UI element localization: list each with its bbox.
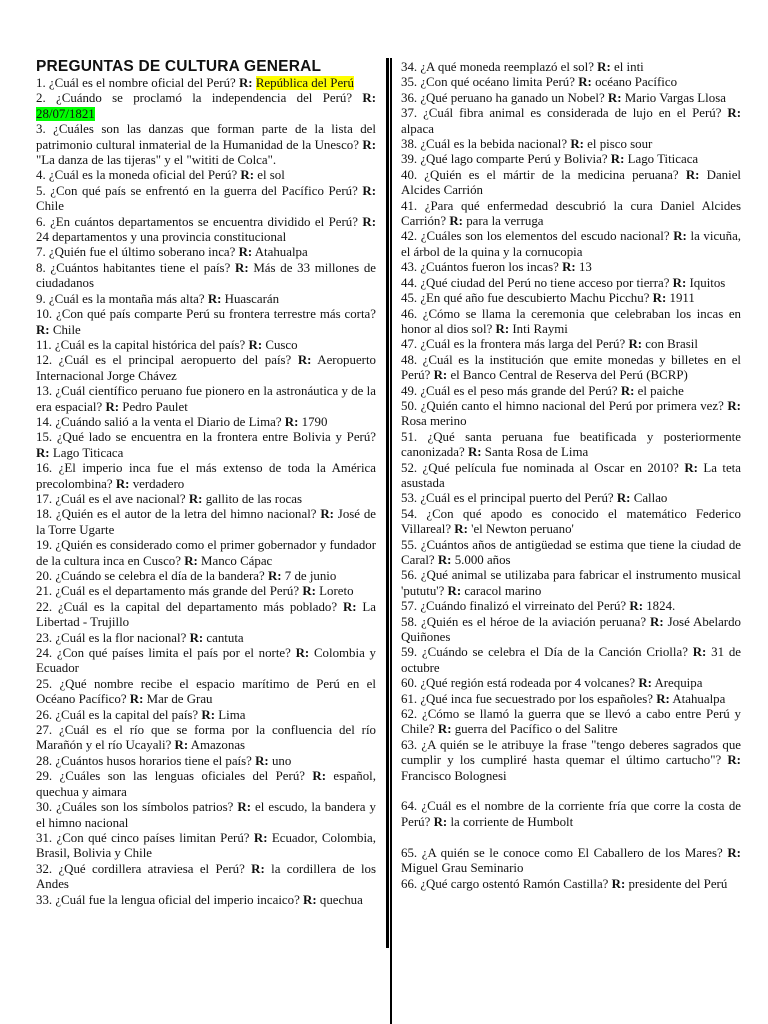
question-text: 65. ¿A quién se le conoce como El Caballero de los Mares? xyxy=(401,845,723,860)
answer-text: para la verruga xyxy=(466,214,544,229)
answer-text: Manco Cápac xyxy=(201,553,273,568)
answer-text: Chile xyxy=(52,322,81,337)
question-text: 33. ¿Cuál fue la lengua oficial del imperio incaico? xyxy=(36,892,300,907)
question-item xyxy=(36,723,376,754)
answer-marker: R: xyxy=(248,337,263,352)
answer-marker: R: xyxy=(238,76,253,90)
question-text: 46. ¿Cómo se llama la ceremonia que celebraban los incas en honor al dios sol? xyxy=(401,306,741,336)
question-text: 14. ¿Cuándo salió a la venta el Diario de Lima? xyxy=(36,414,282,429)
question-item xyxy=(401,106,741,137)
question-item xyxy=(401,799,741,830)
question-text: 2. ¿Cuándo se proclamó la independencia del Perú? xyxy=(36,91,353,106)
answer-marker: R: xyxy=(240,168,255,183)
answer-marker: R: xyxy=(437,553,452,567)
answer-marker: R: xyxy=(297,353,312,368)
question-item xyxy=(401,276,741,291)
question-item xyxy=(401,60,741,75)
answer-marker: R: xyxy=(238,245,253,260)
answer-marker: R: xyxy=(656,691,670,706)
question-text: 32. ¿Qué cordillera atraviesa el Perú? xyxy=(36,861,245,876)
answer-marker: R: xyxy=(251,861,265,876)
question-text: 10. ¿Con qué país comparte Perú su frontera terrestre más corta? xyxy=(36,307,376,322)
question-text: 11. ¿Cuál es la capital histórica del país? xyxy=(36,337,246,352)
question-text: 29. ¿Cuáles son las lenguas oficiales del Perú? xyxy=(36,769,305,784)
answer-marker: R: xyxy=(652,291,667,306)
question-text: 55. ¿Cuántos años de antigüedad se estima que tiene la ciudad de Caral? xyxy=(401,537,741,567)
question-text: 16. ¿El imperio inca fue el más extenso de toda la América precolombina? xyxy=(36,461,376,491)
question-text: 60. ¿Qué región está rodeada por 4 volcanes? xyxy=(401,676,636,691)
answer-marker: R: xyxy=(184,553,198,568)
answer-text: Lago Titicaca xyxy=(52,445,124,460)
question-item xyxy=(401,137,741,152)
answer-text: 24 departamentos y una provincia constitucional xyxy=(36,230,287,245)
question-item xyxy=(36,754,376,769)
question-item xyxy=(36,430,376,461)
answer-text: Lago Titicaca xyxy=(627,152,699,167)
answer-marker: R: xyxy=(362,137,376,152)
column-divider xyxy=(386,58,389,948)
answer-text: la cordillera de los Andes xyxy=(36,861,376,892)
answer-marker: R: xyxy=(284,414,299,429)
answer-text: José Abelardo Quiñones xyxy=(401,614,741,645)
answer-text: 1790 xyxy=(301,414,328,429)
answer-marker: R: xyxy=(692,645,707,660)
answer-marker: R: xyxy=(105,399,120,414)
question-item xyxy=(36,245,376,260)
answer-text: Mar de Grau xyxy=(146,692,213,707)
answer-marker: R: xyxy=(188,491,203,506)
answer-text: español, quechua y aimara xyxy=(36,769,376,799)
question-text: 23. ¿Cuál es la flor nacional? xyxy=(36,630,187,645)
question-text: 37. ¿Cuál fibra animal es considerada de lujo en el Perú? xyxy=(401,106,722,121)
question-text: 59. ¿Cuándo se celebra el Día de la Canción Criolla? xyxy=(401,645,688,660)
question-item xyxy=(36,384,376,415)
question-text: 20. ¿Cuándo se celebra el día de la bandera? xyxy=(36,569,265,583)
answer-text: el inti xyxy=(614,60,644,74)
answer-text: La Libertad - Trujillo xyxy=(36,599,376,630)
answer-text: Atahualpa xyxy=(672,691,726,706)
question-item xyxy=(36,168,376,183)
answer-text: Amazonas xyxy=(190,738,246,753)
question-item xyxy=(401,692,741,707)
answer-text: Colombia y Ecuador xyxy=(36,646,376,676)
answer-marker: R: xyxy=(129,692,144,707)
question-text: 48. ¿Cuál es la institución que emite monedas y billetes en el Perú? xyxy=(401,352,741,383)
answer-text: verdadero xyxy=(132,476,185,491)
answer-text: Chile xyxy=(36,199,64,214)
answer-text: República del Perú xyxy=(255,76,354,90)
answer-marker: R: xyxy=(727,398,741,413)
question-item xyxy=(401,337,741,352)
question-text: 51. ¿Qué santa peruana fue beatificada y posteriormente canonizada? xyxy=(401,429,741,460)
question-text: 22. ¿Cuál es la capital del departamento más poblado? xyxy=(36,599,338,614)
question-text: 26. ¿Cuál es la capital del país? xyxy=(36,707,199,722)
question-item xyxy=(401,738,741,784)
answer-text: 5.000 años xyxy=(454,553,511,567)
blank-spacer xyxy=(401,830,741,845)
question-item xyxy=(401,260,741,275)
answer-marker: R: xyxy=(467,445,482,460)
answer-marker: R: xyxy=(672,275,687,290)
question-text: 35. ¿Con qué océano limita Perú? xyxy=(401,75,575,90)
question-item xyxy=(36,122,376,168)
question-text: 34. ¿A qué moneda reemplazó el sol? xyxy=(401,60,594,74)
question-item xyxy=(401,152,741,167)
blank-spacer xyxy=(401,784,741,799)
question-text: 63. ¿A quién se le atribuye la frase "tengo deberes sagrados que cumplir y los cumpliré hasta quemar el último cartucho"? xyxy=(401,737,741,768)
question-item xyxy=(401,707,741,738)
answer-marker: R: xyxy=(433,368,448,383)
answer-text: Callao xyxy=(633,491,668,506)
answer-text: cantuta xyxy=(206,630,244,645)
answer-text: Miguel Grau Seminario xyxy=(401,861,524,876)
answer-text: guerra del Pacífico o del Salitre xyxy=(454,722,618,737)
answer-text: alpaca xyxy=(401,121,434,136)
answer-marker: R: xyxy=(447,583,462,598)
question-item xyxy=(36,646,376,677)
answer-text: la vicuña, el árbol de la quina y la cornucopia xyxy=(401,229,742,259)
question-item xyxy=(36,569,376,584)
question-item xyxy=(36,415,376,430)
answer-marker: R: xyxy=(616,491,631,506)
question-text: 41. ¿Para qué enfermedad descubrió la cura Daniel Alcides Carrión? xyxy=(401,198,741,229)
question-item xyxy=(401,229,741,260)
question-item xyxy=(401,491,741,506)
answer-marker: R: xyxy=(237,800,251,815)
answer-marker: R: xyxy=(201,707,215,722)
question-text: 61. ¿Qué inca fue secuestrado por los españoles? xyxy=(401,691,653,706)
question-item xyxy=(401,877,741,892)
answer-text: 28/07/1821 xyxy=(36,106,95,121)
answer-text: gallito de las rocas xyxy=(205,491,302,506)
question-text: 57. ¿Cuándo finalizó el virreinato del Perú? xyxy=(401,599,627,614)
answer-text: el sol xyxy=(257,168,285,183)
answer-marker: R: xyxy=(727,845,741,860)
question-text: 30. ¿Cuáles son los símbolos patrios? xyxy=(36,800,234,815)
question-item xyxy=(401,615,741,646)
question-text: 19. ¿Quién es considerado como el primer gobernador y fundador de la cultura inca en Cusco? xyxy=(36,538,376,568)
answer-text: Huascarán xyxy=(224,291,280,306)
question-text: 1. ¿Cuál es el nombre oficial del Perú? xyxy=(36,76,236,90)
question-text: 43. ¿Cuántos fueron los incas? xyxy=(401,260,559,275)
answer-text: José de la Torre Ugarte xyxy=(36,507,376,537)
question-item xyxy=(36,91,376,122)
answer-marker: R: xyxy=(36,445,50,460)
question-item xyxy=(401,291,741,306)
question-text: 36. ¿Qué peruano ha ganado un Nobel? xyxy=(401,90,605,105)
answer-text: con Brasil xyxy=(645,337,698,352)
answer-text: Aeropuerto Internacional Jorge Chávez xyxy=(36,353,376,383)
answer-marker: R: xyxy=(629,599,643,614)
question-text: 39. ¿Qué lago comparte Perú y Bolivia? xyxy=(401,152,608,167)
answer-marker: R: xyxy=(597,60,611,74)
answer-marker: R: xyxy=(207,291,222,306)
question-item xyxy=(401,676,741,691)
answer-text: Cusco xyxy=(265,337,298,352)
question-text: 38. ¿Cuál es la bebida nacional? xyxy=(401,137,568,152)
question-text: 49. ¿Cuál es el peso más grande del Perú? xyxy=(401,383,618,398)
answer-marker: R: xyxy=(650,614,664,629)
question-item xyxy=(401,168,741,199)
answer-marker: R: xyxy=(611,876,626,891)
question-item xyxy=(401,75,741,90)
question-text: 56. ¿Qué animal se utilizaba para fabricar el instrumento musical 'pututu'? xyxy=(401,568,741,598)
answer-marker: R: xyxy=(638,676,652,691)
question-text: 3. ¿Cuáles son las danzas que forman parte de la lista del patrimonio cultural inmaterial de la Humanidad de la Unesco? xyxy=(36,122,376,152)
answer-marker: R: xyxy=(433,814,448,829)
question-item xyxy=(401,568,741,599)
answer-text: Santa Rosa de Lima xyxy=(484,445,589,460)
answer-marker: R: xyxy=(578,75,592,90)
question-item xyxy=(36,292,376,307)
question-item xyxy=(401,599,741,614)
question-text: 62. ¿Cómo se llamó la guerra que se llevó a cabo entre Perú y Chile? xyxy=(401,707,741,737)
question-text: 12. ¿Cuál es el principal aeropuerto del país? xyxy=(36,353,292,368)
answer-marker: R: xyxy=(295,646,310,661)
answer-text: el paiche xyxy=(637,383,684,398)
question-item xyxy=(401,645,741,676)
question-item xyxy=(36,600,376,631)
question-item xyxy=(36,831,376,862)
answer-text: 1911 xyxy=(669,291,695,306)
answer-marker: R: xyxy=(570,137,584,152)
answer-marker: R: xyxy=(437,722,452,737)
answer-marker: R: xyxy=(684,460,698,475)
answer-marker: R: xyxy=(673,229,687,244)
answer-text: Pedro Paulet xyxy=(122,399,188,414)
answer-text: 31 de octubre xyxy=(401,645,741,675)
question-item xyxy=(401,353,741,384)
answer-text: Iquitos xyxy=(689,275,726,290)
answer-marker: R: xyxy=(267,569,282,583)
question-text: 42. ¿Cuáles son los elementos del escudo nacional? xyxy=(401,229,670,244)
answer-text: Mario Vargas Llosa xyxy=(624,90,726,105)
question-item xyxy=(36,353,376,384)
answer-text: uno xyxy=(271,753,292,768)
answer-marker: R: xyxy=(115,476,130,491)
answer-marker: R: xyxy=(302,584,316,599)
question-text: 5. ¿Con qué país se enfrentó en la guerra del Pacífico Perú? xyxy=(36,183,358,198)
question-item xyxy=(36,893,376,908)
question-text: 6. ¿En cuántos departamentos se encuentra dividido el Perú? xyxy=(36,214,358,229)
answer-text: quechua xyxy=(319,892,363,907)
answer-text: 7 de junio xyxy=(284,569,337,583)
answer-text: Loreto xyxy=(319,584,354,599)
answer-marker: R: xyxy=(320,507,334,522)
question-item xyxy=(401,91,741,106)
answer-text: el Banco Central de Reserva del Perú (BCRP) xyxy=(450,368,688,383)
question-item xyxy=(401,846,741,877)
questions-column-left xyxy=(36,76,376,908)
question-item xyxy=(401,538,741,569)
question-item xyxy=(36,307,376,338)
question-text: 53. ¿Cuál es el principal puerto del Perú? xyxy=(401,491,614,506)
question-item xyxy=(36,708,376,723)
answer-text: Más de 33 millones de ciudadanos xyxy=(36,260,377,291)
question-text: 52. ¿Qué película fue nominada al Oscar en 2010? xyxy=(401,460,679,475)
question-text: 54. ¿Con qué apodo es conocido el matemático Federico Villareal? xyxy=(401,506,741,537)
answer-text: Francisco Bolognesi xyxy=(401,768,507,783)
question-item xyxy=(401,430,741,461)
question-item xyxy=(36,215,376,246)
question-text: 7. ¿Quién fue el último soberano inca? xyxy=(36,245,236,260)
answer-marker: R: xyxy=(362,91,376,106)
question-item xyxy=(36,76,376,91)
answer-text: la corriente de Humbolt xyxy=(450,814,574,829)
question-text: 58. ¿Quién es el héroe de la aviación peruana? xyxy=(401,614,647,629)
answer-text: el escudo, la bandera y el himno nacional xyxy=(36,800,376,830)
question-item xyxy=(36,769,376,800)
answer-text: océano Pacífico xyxy=(595,75,678,90)
question-text: 66. ¿Qué cargo ostentó Ramón Castilla? xyxy=(401,876,609,891)
question-item xyxy=(36,261,376,292)
question-text: 25. ¿Qué nombre recibe el espacio marítimo de Perú en el Océano Pacífico? xyxy=(36,676,376,707)
answer-marker: R: xyxy=(342,599,357,614)
answer-text: Rosa merino xyxy=(401,414,467,429)
answer-marker: R: xyxy=(255,753,269,768)
question-text: 31. ¿Con qué cinco países limitan Perú? xyxy=(36,830,250,845)
answer-marker: R: xyxy=(727,753,741,768)
answer-marker: R: xyxy=(620,383,635,398)
question-item xyxy=(401,199,741,230)
answer-marker: R: xyxy=(562,260,576,275)
question-text: 21. ¿Cuál es el departamento más grande del Perú? xyxy=(36,584,300,599)
answer-text: Arequipa xyxy=(654,676,703,691)
question-item xyxy=(36,338,376,353)
answer-marker: R: xyxy=(449,214,463,229)
question-item xyxy=(401,507,741,538)
column-divider-secondary xyxy=(390,58,392,1024)
question-item xyxy=(401,384,741,399)
question-text: 50. ¿Quién canto el himno nacional del Perú por primera vez? xyxy=(401,398,724,413)
question-item xyxy=(401,461,741,492)
questions-column-right xyxy=(401,60,741,892)
question-text: 4. ¿Cuál es la moneda oficial del Perú? xyxy=(36,168,238,183)
question-item xyxy=(36,800,376,831)
question-item xyxy=(36,862,376,893)
question-item xyxy=(36,461,376,492)
answer-text: 'el Newton peruano' xyxy=(471,522,574,537)
answer-marker: R: xyxy=(495,321,510,336)
question-text: 9. ¿Cuál es la montaña más alta? xyxy=(36,291,205,306)
answer-marker: R: xyxy=(454,522,468,537)
question-text: 8. ¿Cuántos habitantes tiene el país? xyxy=(36,260,231,275)
question-text: 18. ¿Quién es el autor de la letra del himno nacional? xyxy=(36,507,317,522)
question-text: 24. ¿Con qué países limita el país por el norte? xyxy=(36,646,291,661)
answer-text: Atahualpa xyxy=(254,245,308,260)
answer-marker: R: xyxy=(727,106,741,121)
answer-text: Ecuador, Colombia, Brasil, Bolivia y Chile xyxy=(36,830,376,861)
answer-marker: R: xyxy=(174,738,189,753)
page-title: PREGUNTAS DE CULTURA GENERAL xyxy=(36,58,322,75)
answer-text: caracol marino xyxy=(464,583,542,598)
answer-marker: R: xyxy=(607,90,622,105)
answer-marker: R: xyxy=(685,167,700,182)
answer-marker: R: xyxy=(303,892,317,907)
question-item xyxy=(36,677,376,708)
answer-text: 13 xyxy=(578,260,592,275)
answer-marker: R: xyxy=(362,183,376,198)
question-text: 13. ¿Cuál científico peruano fue pionero en la astronáutica y de la era espacial? xyxy=(36,384,376,414)
question-text: 27. ¿Cuál es el río que se forma por la confluencia del río Marañón y el río Ucayali? xyxy=(36,723,376,753)
answer-marker: R: xyxy=(610,152,625,167)
answer-text: 1824. xyxy=(646,599,676,614)
question-item xyxy=(401,399,741,430)
question-text: 15. ¿Qué lado se encuentra en la frontera entre Bolivia y Perú? xyxy=(36,430,376,445)
answer-text: Lima xyxy=(218,707,246,722)
answer-marker: R: xyxy=(312,769,326,784)
answer-marker: R: xyxy=(253,830,268,845)
question-text: 64. ¿Cuál es el nombre de la corriente fría que corre la costa de Perú? xyxy=(401,799,741,829)
question-item xyxy=(36,631,376,646)
answer-text: Daniel Alcides Carrión xyxy=(401,167,742,198)
answer-marker: R: xyxy=(235,260,249,275)
answer-text: Inti Raymi xyxy=(512,321,568,336)
answer-marker: R: xyxy=(628,337,643,352)
answer-marker: R: xyxy=(36,322,50,337)
question-text: 28. ¿Cuántos husos horarios tiene el país? xyxy=(36,753,252,768)
answer-text: La teta asustada xyxy=(401,460,741,490)
question-text: 44. ¿Qué ciudad del Perú no tiene acceso por tierra? xyxy=(401,275,670,290)
question-item xyxy=(36,184,376,215)
answer-text: el pisco sour xyxy=(587,137,653,152)
question-text: 40. ¿Quién es el mártir de la medicina peruana? xyxy=(401,167,679,182)
question-item xyxy=(401,307,741,338)
question-text: 45. ¿En qué año fue descubierto Machu Picchu? xyxy=(401,291,650,306)
question-item xyxy=(36,584,376,599)
answer-text: presidente del Perú xyxy=(628,876,728,891)
question-text: 17. ¿Cuál es el ave nacional? xyxy=(36,491,186,506)
question-text: 47. ¿Cuál es la frontera más larga del Perú? xyxy=(401,337,626,352)
answer-text: "La danza de las tijeras" y el "wititi de Colca". xyxy=(36,153,277,168)
question-item xyxy=(36,538,376,569)
question-item xyxy=(36,492,376,507)
question-item xyxy=(36,507,376,538)
answer-marker: R: xyxy=(189,630,204,645)
answer-marker: R: xyxy=(362,214,376,229)
